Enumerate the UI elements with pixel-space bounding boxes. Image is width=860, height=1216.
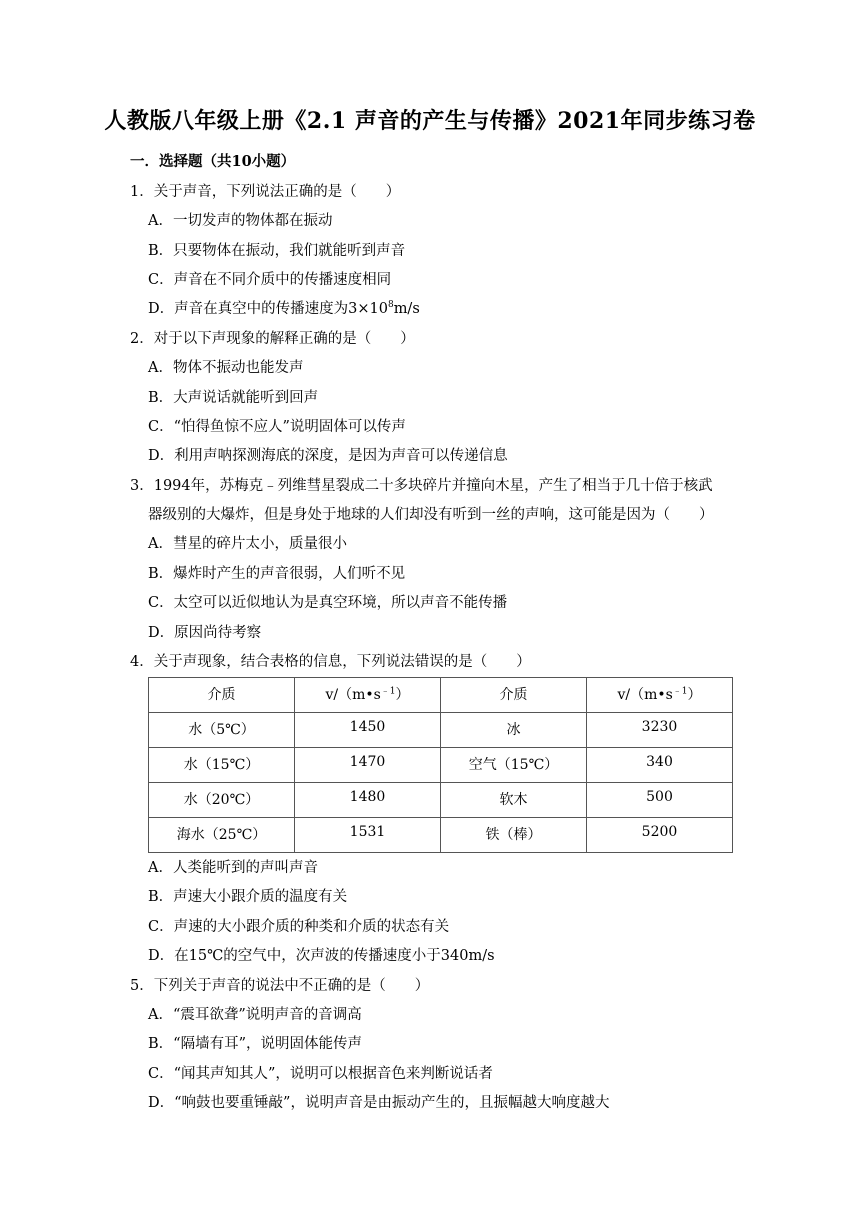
question-5-option-b: B．“隔墙有耳”，说明固体能传声 xyxy=(148,1036,362,1052)
question-1-option-c: C．声音在不同介质中的传播速度相同 xyxy=(148,272,392,288)
question-3-option-d: D．原因尚待考察 xyxy=(148,625,262,641)
table-cell: 海水（25℃） xyxy=(149,818,295,853)
table-header-cell xyxy=(587,678,733,713)
table-cell: 1531 xyxy=(295,818,441,853)
sound-speed-table xyxy=(148,677,733,853)
question-1-stem: 1．关于声音，下列说法正确的是（ ） xyxy=(130,184,401,200)
question-5-stem: 5．下列关于声音的说法中不正确的是（ ） xyxy=(130,978,430,994)
table-cell: 5200 xyxy=(587,818,733,853)
question-2-option-d: D．利用声呐探测海底的深度，是因为声音可以传递信息 xyxy=(148,448,508,464)
table-cell: 水（20℃） xyxy=(149,783,295,818)
question-5-option-a: A．“震耳欲聋”说明声音的音调高 xyxy=(148,1007,362,1023)
question-2-stem: 2．对于以下声现象的解释正确的是（ ） xyxy=(130,331,415,347)
header-text: ） xyxy=(687,687,702,703)
question-4-stem: 4．关于声现象，结合表格的信息，下列说法错误的是（ ） xyxy=(130,654,531,670)
table-cell: 3230 xyxy=(587,713,733,748)
table-cell: 1450 xyxy=(295,713,441,748)
table-cell: 水（15℃） xyxy=(149,748,295,783)
question-4-option-c: C．声速的大小跟介质的种类和介质的状态有关 xyxy=(148,919,450,935)
question-3-stem-line-2: 器级别的大爆炸，但是身处于地球的人们却没有听到一丝的声响，这可能是因为（ ） xyxy=(148,507,714,523)
question-4-option-d: D．在15℃的空气中，次声波的传播速度小于340m/s xyxy=(148,948,495,964)
table-cell: 软木 xyxy=(441,783,587,818)
exponent: ﹣1 xyxy=(672,686,688,697)
table-cell: 水（5℃） xyxy=(149,713,295,748)
question-2-option-c: C．“怕得鱼惊不应人”说明固体可以传声 xyxy=(148,419,406,435)
question-3-stem-line-1: 3．1994年，苏梅克﹣列维彗星裂成二十多块碎片并撞向木星，产生了相当于几十倍于核武 xyxy=(130,478,713,494)
table-row xyxy=(149,748,733,783)
question-4-option-b: B．声速大小跟介质的温度有关 xyxy=(148,889,348,905)
table-cell: 铁（棒） xyxy=(441,818,587,853)
table-header-cell: 介质 xyxy=(441,678,587,713)
table-cell: 1480 xyxy=(295,783,441,818)
question-1-option-d xyxy=(148,297,420,318)
section-heading: 一．选择题（共10小题） xyxy=(130,153,296,170)
question-3-option-a: A．彗星的碎片太小，质量很小 xyxy=(148,536,347,552)
question-1-option-b: B．只要物体在振动，我们就能听到声音 xyxy=(148,243,406,259)
table-header-row xyxy=(149,678,733,713)
table-header-cell xyxy=(295,678,441,713)
table-row xyxy=(149,713,733,748)
question-2-option-a: A．物体不振动也能发声 xyxy=(148,360,304,376)
question-3-option-c: C．太空可以近似地认为是真空环境，所以声音不能传播 xyxy=(148,595,508,611)
question-5-option-d: D．“响鼓也要重锤敲”，说明声音是由振动产生的，且振幅越大响度越大 xyxy=(148,1095,610,1111)
header-text: v/（m•s xyxy=(617,687,673,703)
header-text: v/（m•s xyxy=(325,687,381,703)
question-4-option-a: A．人类能听到的声叫声音 xyxy=(148,860,318,876)
question-2-option-b: B．大声说话就能听到回声 xyxy=(148,390,319,406)
exponent: 8 xyxy=(387,300,394,311)
option-d-text: D．声音在真空中的传播速度为3×10 xyxy=(148,301,388,317)
page-title: 人教版八年级上册《2.1 声音的产生与传播》2021年同步练习卷 xyxy=(104,108,756,134)
unit-text: m/s xyxy=(393,301,420,317)
question-3-option-b: B．爆炸时产生的声音很弱，人们听不见 xyxy=(148,566,406,582)
table-row xyxy=(149,783,733,818)
table-cell: 340 xyxy=(587,748,733,783)
table-header-cell: 介质 xyxy=(149,678,295,713)
question-5-option-c: C．“闻其声知其人”，说明可以根据音色来判断说话者 xyxy=(148,1066,493,1082)
table-cell: 冰 xyxy=(441,713,587,748)
table-row xyxy=(149,818,733,853)
exponent: ﹣1 xyxy=(380,686,396,697)
table-cell: 1470 xyxy=(295,748,441,783)
header-text: ） xyxy=(395,687,410,703)
table-cell: 500 xyxy=(587,783,733,818)
question-1-option-a: A．一切发声的物体都在振动 xyxy=(148,213,333,229)
table-cell: 空气（15℃） xyxy=(441,748,587,783)
